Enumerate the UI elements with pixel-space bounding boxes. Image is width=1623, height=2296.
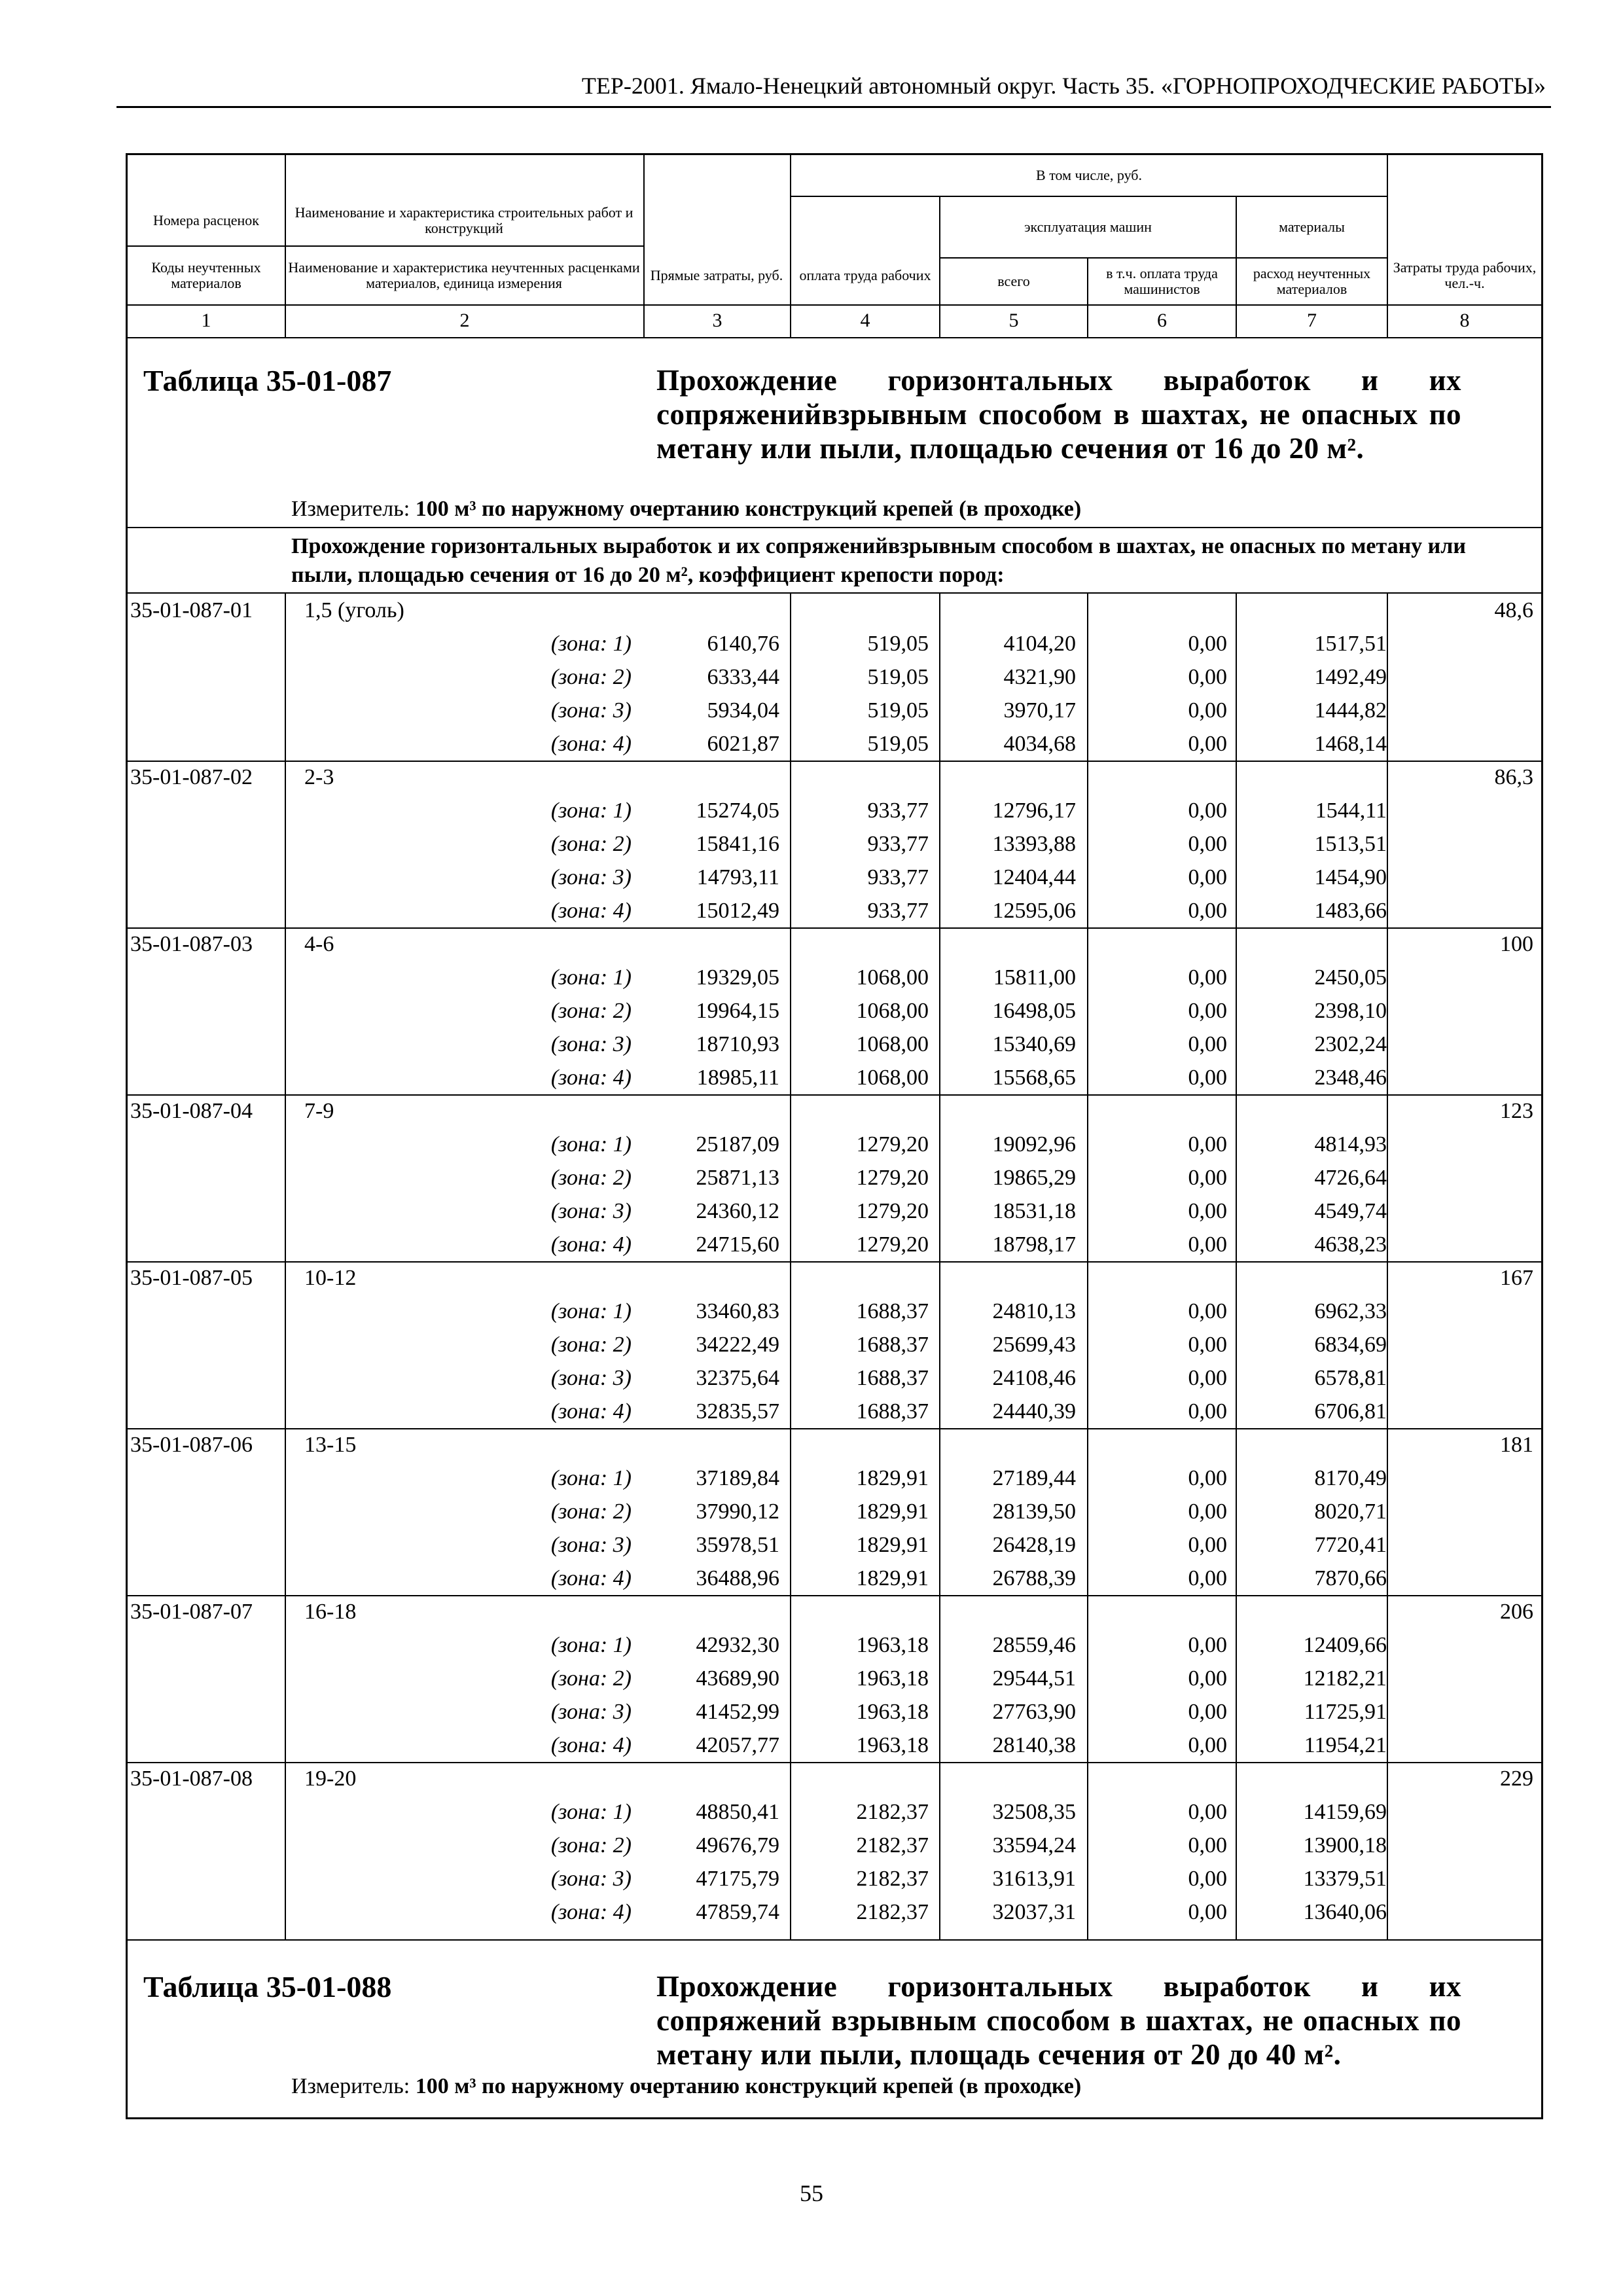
labor-pay: 1279,20 (856, 1232, 929, 1257)
zone-label: (зона: 2) (550, 1833, 632, 1857)
labor-costs: 229 (1500, 1767, 1533, 1791)
rate-name: 10-12 (304, 1266, 357, 1290)
col-number: 1 (201, 310, 211, 331)
zone-row (128, 1695, 1541, 1729)
zone-label: (зона: 3) (550, 865, 632, 889)
labor-pay: 933,77 (867, 865, 929, 889)
zone-row (128, 1128, 1541, 1161)
zone-row (128, 1662, 1541, 1695)
labor-pay: 1068,00 (856, 965, 929, 990)
machines-total: 27763,90 (992, 1700, 1076, 1724)
machines-total: 13393,88 (992, 832, 1076, 856)
direct-costs: 33460,83 (696, 1299, 779, 1323)
zone-row (128, 1628, 1541, 1662)
labor-pay: 1963,18 (856, 1700, 929, 1724)
zone-row (128, 627, 1541, 660)
direct-costs: 35978,51 (696, 1533, 779, 1557)
labor-costs: 206 (1500, 1600, 1533, 1624)
materials: 12409,66 (1303, 1633, 1387, 1657)
zone-row (128, 1862, 1541, 1895)
zone-label: (зона: 3) (550, 1700, 632, 1724)
machines-labor: 0,00 (1188, 732, 1227, 756)
running-header-title: ТЕР-2001. Ямало-Ненецкий автономный округ. Часть 35. «ГОРНОПРОХОДЧЕСКИЕ РАБОТЫ» (581, 73, 1546, 99)
machines-total: 26788,39 (992, 1566, 1076, 1590)
labor-pay: 1688,37 (856, 1333, 929, 1357)
materials: 2302,24 (1314, 1032, 1387, 1056)
zone-label: (зона: 1) (550, 965, 632, 990)
materials: 8020,71 (1314, 1499, 1387, 1524)
materials: 1492,49 (1314, 665, 1387, 689)
zone-label: (зона: 2) (550, 832, 632, 856)
zone-label: (зона: 2) (550, 665, 632, 689)
materials: 7870,66 (1314, 1566, 1387, 1590)
header-labor-costs: Затраты труда рабочих, чел.-ч. (1393, 259, 1537, 291)
machines-labor: 0,00 (1188, 1566, 1227, 1590)
zone-row (128, 660, 1541, 694)
direct-costs: 43689,90 (696, 1666, 779, 1691)
zone-row (128, 1328, 1541, 1361)
zone-row (128, 1361, 1541, 1395)
direct-costs: 47859,74 (696, 1900, 779, 1924)
machines-total: 26428,19 (992, 1533, 1076, 1557)
direct-costs: 37990,12 (696, 1499, 779, 1524)
header-materials-unaccounted: расход неучтенных материалов (1253, 265, 1371, 297)
column-numbers (128, 304, 1541, 337)
machines-labor: 0,00 (1188, 632, 1227, 656)
zone-label: (зона: 3) (550, 698, 632, 723)
table-row (128, 927, 1541, 961)
zone-label: (зона: 4) (550, 899, 632, 923)
direct-costs: 6140,76 (707, 632, 779, 656)
table-087-title: Прохождение горизонтальных выработок и их сопряженийвзрывным способом в шахтах, не опасных по метану или пыли, площадью сечения от 16 до 20 м². (656, 364, 1461, 465)
zone-label: (зона: 4) (550, 1733, 632, 1757)
page-number: 55 (800, 2180, 823, 2206)
materials: 1483,66 (1314, 899, 1387, 923)
labor-pay: 519,05 (867, 698, 929, 723)
zone-row (128, 1895, 1541, 1929)
rate-code: 35-01-087-07 (130, 1600, 253, 1624)
labor-pay: 1068,00 (856, 1032, 929, 1056)
materials: 13900,18 (1303, 1833, 1387, 1857)
zone-label: (зона: 3) (550, 1867, 632, 1891)
zone-row (128, 1795, 1541, 1829)
zone-label: (зона: 4) (550, 1232, 632, 1257)
machines-labor: 0,00 (1188, 865, 1227, 889)
materials: 6706,81 (1314, 1399, 1387, 1424)
materials: 4814,93 (1314, 1132, 1387, 1157)
rate-name: 19-20 (304, 1767, 357, 1791)
labor-pay: 1829,91 (856, 1566, 929, 1590)
machines-labor: 0,00 (1188, 1800, 1227, 1824)
machines-total: 18531,18 (992, 1199, 1076, 1223)
direct-costs: 32375,64 (696, 1366, 779, 1390)
machines-total: 24108,46 (992, 1366, 1076, 1390)
table-row (128, 1762, 1541, 1795)
labor-pay: 1279,20 (856, 1199, 929, 1223)
labor-pay: 2182,37 (856, 1900, 929, 1924)
machines-total: 15340,69 (992, 1032, 1076, 1056)
direct-costs: 49676,79 (696, 1833, 779, 1857)
zone-label: (зона: 1) (550, 1800, 632, 1824)
direct-costs: 6021,87 (707, 732, 779, 756)
zone-row (128, 1495, 1541, 1528)
materials: 4726,64 (1314, 1166, 1387, 1190)
machines-labor: 0,00 (1188, 999, 1227, 1023)
direct-costs: 48850,41 (696, 1800, 779, 1824)
machines-total: 19092,96 (992, 1132, 1076, 1157)
zone-row (128, 1462, 1541, 1495)
labor-pay: 1068,00 (856, 999, 929, 1023)
materials: 2450,05 (1314, 965, 1387, 990)
materials: 11954,21 (1304, 1733, 1387, 1757)
machines-total: 4104,20 (1003, 632, 1076, 656)
labor-costs: 48,6 (1494, 598, 1533, 622)
labor-pay: 2182,37 (856, 1833, 929, 1857)
machines-labor: 0,00 (1188, 665, 1227, 689)
labor-pay: 519,05 (867, 732, 929, 756)
machines-labor: 0,00 (1188, 1466, 1227, 1490)
direct-costs: 42057,77 (696, 1733, 779, 1757)
zone-label: (зона: 2) (550, 1333, 632, 1357)
machines-labor: 0,00 (1188, 1499, 1227, 1524)
table-088-measure (291, 2074, 1081, 2099)
zone-row (128, 827, 1541, 861)
machines-total: 31613,91 (992, 1867, 1076, 1891)
zone-row (128, 894, 1541, 927)
measure-prefix: Измеритель: (291, 497, 410, 521)
labor-pay: 1963,18 (856, 1633, 929, 1657)
materials: 11725,91 (1304, 1700, 1387, 1724)
machines-total: 15568,65 (992, 1066, 1076, 1090)
machines-total: 12796,17 (992, 798, 1076, 823)
col-number: 5 (1008, 310, 1019, 331)
zone-row (128, 1395, 1541, 1428)
machines-total: 16498,05 (992, 999, 1076, 1023)
zone-label: (зона: 4) (550, 732, 632, 756)
zone-label: (зона: 2) (550, 999, 632, 1023)
machines-labor: 0,00 (1188, 1232, 1227, 1257)
machines-labor: 0,00 (1188, 1733, 1227, 1757)
header-rate-numbers: Номера расценок (153, 212, 259, 228)
labor-pay: 519,05 (867, 665, 929, 689)
direct-costs: 25187,09 (696, 1132, 779, 1157)
direct-costs: 42932,30 (696, 1633, 779, 1657)
zone-row (128, 1528, 1541, 1562)
materials: 1454,90 (1314, 865, 1387, 889)
materials: 4549,74 (1314, 1199, 1387, 1223)
zone-label: (зона: 3) (550, 1533, 632, 1557)
rate-name: 7-9 (304, 1099, 334, 1123)
machines-total: 4321,90 (1003, 665, 1076, 689)
materials: 7720,41 (1314, 1533, 1387, 1557)
materials: 12182,21 (1303, 1666, 1387, 1691)
labor-costs: 86,3 (1494, 765, 1533, 789)
labor-pay: 933,77 (867, 832, 929, 856)
labor-costs: 100 (1500, 932, 1533, 956)
machines-total: 29544,51 (992, 1666, 1076, 1691)
zone-label: (зона: 4) (550, 1399, 632, 1424)
direct-costs: 37189,84 (696, 1466, 779, 1490)
labor-pay: 1279,20 (856, 1166, 929, 1190)
direct-costs: 5934,04 (707, 698, 779, 723)
zone-row (128, 861, 1541, 894)
machines-total: 18798,17 (992, 1232, 1076, 1257)
zone-label: (зона: 2) (550, 1499, 632, 1524)
machines-labor: 0,00 (1188, 1299, 1227, 1323)
labor-pay: 1688,37 (856, 1366, 929, 1390)
materials: 6834,69 (1314, 1333, 1387, 1357)
zone-row (128, 727, 1541, 761)
labor-pay: 1829,91 (856, 1499, 929, 1524)
zone-label: (зона: 3) (550, 1032, 632, 1056)
machines-labor: 0,00 (1188, 1032, 1227, 1056)
machines-labor: 0,00 (1188, 1833, 1227, 1857)
machines-labor: 0,00 (1188, 1066, 1227, 1090)
machines-labor: 0,00 (1188, 1700, 1227, 1724)
machines-labor: 0,00 (1188, 1166, 1227, 1190)
zone-label: (зона: 2) (550, 1666, 632, 1691)
header-including: В том числе, руб. (1036, 167, 1142, 183)
machines-total: 28139,50 (992, 1499, 1076, 1524)
machines-labor: 0,00 (1188, 1199, 1227, 1223)
header-machines: эксплуатация машин (1024, 219, 1152, 235)
machines-total: 28140,38 (992, 1733, 1076, 1757)
zone-row (128, 994, 1541, 1028)
direct-costs: 24360,12 (696, 1199, 779, 1223)
direct-costs: 25871,13 (696, 1166, 779, 1190)
col-number: 7 (1307, 310, 1317, 331)
rate-code: 35-01-087-06 (130, 1433, 253, 1457)
direct-costs: 41452,99 (696, 1700, 779, 1724)
zone-row (128, 1562, 1541, 1595)
materials: 14159,69 (1303, 1800, 1387, 1824)
labor-pay: 933,77 (867, 899, 929, 923)
machines-labor: 0,00 (1188, 1333, 1227, 1357)
table-087-section: Прохождение горизонтальных выработок и их сопряженийвзрывным способом в шахтах, не опасных по метану или пыли, площадью сечения от 16 до 20 м², коэффициент крепости пород: (291, 534, 1466, 587)
col-number: 3 (712, 310, 722, 331)
table-087-label: Таблица 35-01-087 (143, 364, 392, 397)
direct-costs: 14793,11 (696, 865, 779, 889)
machines-labor: 0,00 (1188, 698, 1227, 723)
zone-label: (зона: 3) (550, 1199, 632, 1223)
rate-name: 13-15 (304, 1433, 357, 1457)
direct-costs: 6333,44 (707, 665, 779, 689)
header-material-name: Наименование и характеристика неучтенных расценками материалов, единица измерения (288, 259, 640, 291)
labor-pay: 1688,37 (856, 1399, 929, 1424)
materials: 2348,46 (1314, 1066, 1387, 1090)
direct-costs: 36488,96 (696, 1566, 779, 1590)
running-header (116, 71, 1551, 108)
header-material-codes: Коды неучтенных материалов (151, 259, 261, 291)
rate-name: 4-6 (304, 932, 334, 956)
header-machines-total: всего (997, 273, 1030, 289)
machines-total: 15811,00 (993, 965, 1076, 990)
rate-name: 1,5 (уголь) (304, 598, 404, 622)
labor-pay: 2182,37 (856, 1800, 929, 1824)
machines-labor: 0,00 (1188, 899, 1227, 923)
rate-code: 35-01-087-02 (130, 765, 253, 789)
table-header (128, 155, 1541, 331)
labor-pay: 1829,91 (856, 1466, 929, 1490)
machines-total: 24440,39 (992, 1399, 1076, 1424)
measure-text: 100 м³ по наружному очертанию конструкций крепей (в проходке) (415, 2074, 1082, 2098)
labor-pay: 1688,37 (856, 1299, 929, 1323)
labor-costs: 123 (1500, 1099, 1533, 1123)
table-088-label: Таблица 35-01-088 (143, 1970, 392, 2003)
labor-pay: 2182,37 (856, 1867, 929, 1891)
zone-label: (зона: 1) (550, 632, 632, 656)
direct-costs: 34222,49 (696, 1333, 779, 1357)
machines-labor: 0,00 (1188, 832, 1227, 856)
zone-label: (зона: 1) (550, 1466, 632, 1490)
machines-labor: 0,00 (1188, 1132, 1227, 1157)
table-row (128, 761, 1541, 794)
machines-total: 25699,43 (992, 1333, 1076, 1357)
machines-total: 12404,44 (992, 865, 1076, 889)
rates-table (126, 153, 1543, 2119)
zone-row (128, 1729, 1541, 1762)
measure-text: 100 м³ по наружному очертанию конструкций крепей (в проходке) (415, 497, 1082, 521)
zone-label: (зона: 1) (550, 798, 632, 823)
rate-name: 2-3 (304, 765, 334, 789)
table-087-measure (291, 497, 1081, 522)
rate-code: 35-01-087-08 (130, 1767, 253, 1791)
zone-label: (зона: 2) (550, 1166, 632, 1190)
labor-pay: 933,77 (867, 798, 929, 823)
zone-row (128, 961, 1541, 994)
zone-label: (зона: 4) (550, 1066, 632, 1090)
table-row (128, 1261, 1541, 1295)
materials: 4638,23 (1314, 1232, 1387, 1257)
direct-costs: 24715,60 (696, 1232, 779, 1257)
direct-costs: 18710,93 (696, 1032, 779, 1056)
machines-labor: 0,00 (1188, 1633, 1227, 1657)
machines-total: 33594,24 (992, 1833, 1076, 1857)
direct-costs: 19964,15 (696, 999, 779, 1023)
header-machines-labor: в т.ч. оплата труда машинистов (1106, 265, 1218, 297)
labor-costs: 167 (1500, 1266, 1533, 1290)
materials: 13640,06 (1303, 1900, 1387, 1924)
table-row (128, 1428, 1541, 1462)
materials: 1544,11 (1315, 798, 1387, 823)
measure-prefix: Измеритель: (291, 2074, 410, 2098)
col-number: 2 (459, 310, 470, 331)
machines-total: 32508,35 (992, 1800, 1076, 1824)
direct-costs: 19329,05 (696, 965, 779, 990)
machines-total: 24810,13 (992, 1299, 1076, 1323)
materials: 1468,14 (1314, 732, 1387, 756)
machines-labor: 0,00 (1188, 1399, 1227, 1424)
zone-label: (зона: 1) (550, 1299, 632, 1323)
zone-row (128, 1061, 1541, 1094)
machines-total: 27189,44 (992, 1466, 1076, 1490)
header-materials: материалы (1279, 219, 1345, 235)
machines-labor: 0,00 (1188, 965, 1227, 990)
zone-label: (зона: 4) (550, 1566, 632, 1590)
rate-code: 35-01-087-05 (130, 1266, 253, 1290)
labor-pay: 519,05 (867, 632, 929, 656)
materials: 1513,51 (1314, 832, 1387, 856)
machines-total: 3970,17 (1003, 698, 1076, 723)
header-direct-costs: Прямые затраты, руб. (650, 267, 783, 283)
rate-code: 35-01-087-04 (130, 1099, 253, 1123)
machines-total: 4034,68 (1003, 732, 1076, 756)
zone-label: (зона: 1) (550, 1132, 632, 1157)
col-number: 4 (860, 310, 870, 331)
direct-costs: 15274,05 (696, 798, 779, 823)
header-work-name: Наименование и характеристика строительных работ и конструкций (294, 204, 633, 236)
table-row (128, 1595, 1541, 1628)
zone-row (128, 1295, 1541, 1328)
table-row (128, 1094, 1541, 1128)
machines-total: 12595,06 (992, 899, 1076, 923)
zone-row (128, 794, 1541, 827)
table-row (128, 594, 1541, 627)
rate-code: 35-01-087-01 (130, 598, 253, 622)
zone-label: (зона: 1) (550, 1633, 632, 1657)
direct-costs: 15012,49 (696, 899, 779, 923)
labor-pay: 1279,20 (856, 1132, 929, 1157)
materials: 2398,10 (1314, 999, 1387, 1023)
zone-row (128, 1028, 1541, 1061)
machines-labor: 0,00 (1188, 1867, 1227, 1891)
zone-row (128, 1161, 1541, 1194)
zone-row (128, 1228, 1541, 1261)
machines-labor: 0,00 (1188, 1666, 1227, 1691)
direct-costs: 47175,79 (696, 1867, 779, 1891)
materials: 8170,49 (1314, 1466, 1387, 1490)
machines-total: 19865,29 (992, 1166, 1076, 1190)
direct-costs: 32835,57 (696, 1399, 779, 1424)
labor-pay: 1068,00 (856, 1066, 929, 1090)
machines-total: 32037,31 (992, 1900, 1076, 1924)
direct-costs: 18985,11 (696, 1066, 779, 1090)
col-number: 8 (1459, 310, 1470, 331)
zone-row (128, 694, 1541, 727)
machines-total: 28559,46 (992, 1633, 1076, 1657)
labor-pay: 1963,18 (856, 1666, 929, 1691)
materials: 1517,51 (1314, 632, 1387, 656)
zone-row (128, 1194, 1541, 1228)
labor-pay: 1829,91 (856, 1533, 929, 1557)
materials: 6578,81 (1314, 1366, 1387, 1390)
table-088-title: Прохождение горизонтальных выработок и их сопряжений взрывным способом в шахтах, не опасных по метану или пыли, площадь сечения от 20 до 40 м². (656, 1970, 1461, 2071)
materials: 6962,33 (1314, 1299, 1387, 1323)
zone-label: (зона: 4) (550, 1900, 632, 1924)
machines-labor: 0,00 (1188, 1900, 1227, 1924)
table-088-block (128, 1969, 1541, 2117)
materials: 1444,82 (1314, 698, 1387, 723)
machines-labor: 0,00 (1188, 1533, 1227, 1557)
rate-name: 16-18 (304, 1600, 357, 1624)
header-labor-pay: оплата труда рабочих (799, 267, 931, 283)
zone-label: (зона: 3) (550, 1366, 632, 1390)
col-number: 6 (1157, 310, 1167, 331)
direct-costs: 15841,16 (696, 832, 779, 856)
labor-pay: 1963,18 (856, 1733, 929, 1757)
materials: 13379,51 (1303, 1867, 1387, 1891)
labor-costs: 181 (1500, 1433, 1533, 1457)
rate-code: 35-01-087-03 (130, 932, 253, 956)
machines-labor: 0,00 (1188, 1366, 1227, 1390)
zone-row (128, 1829, 1541, 1862)
machines-labor: 0,00 (1188, 798, 1227, 823)
